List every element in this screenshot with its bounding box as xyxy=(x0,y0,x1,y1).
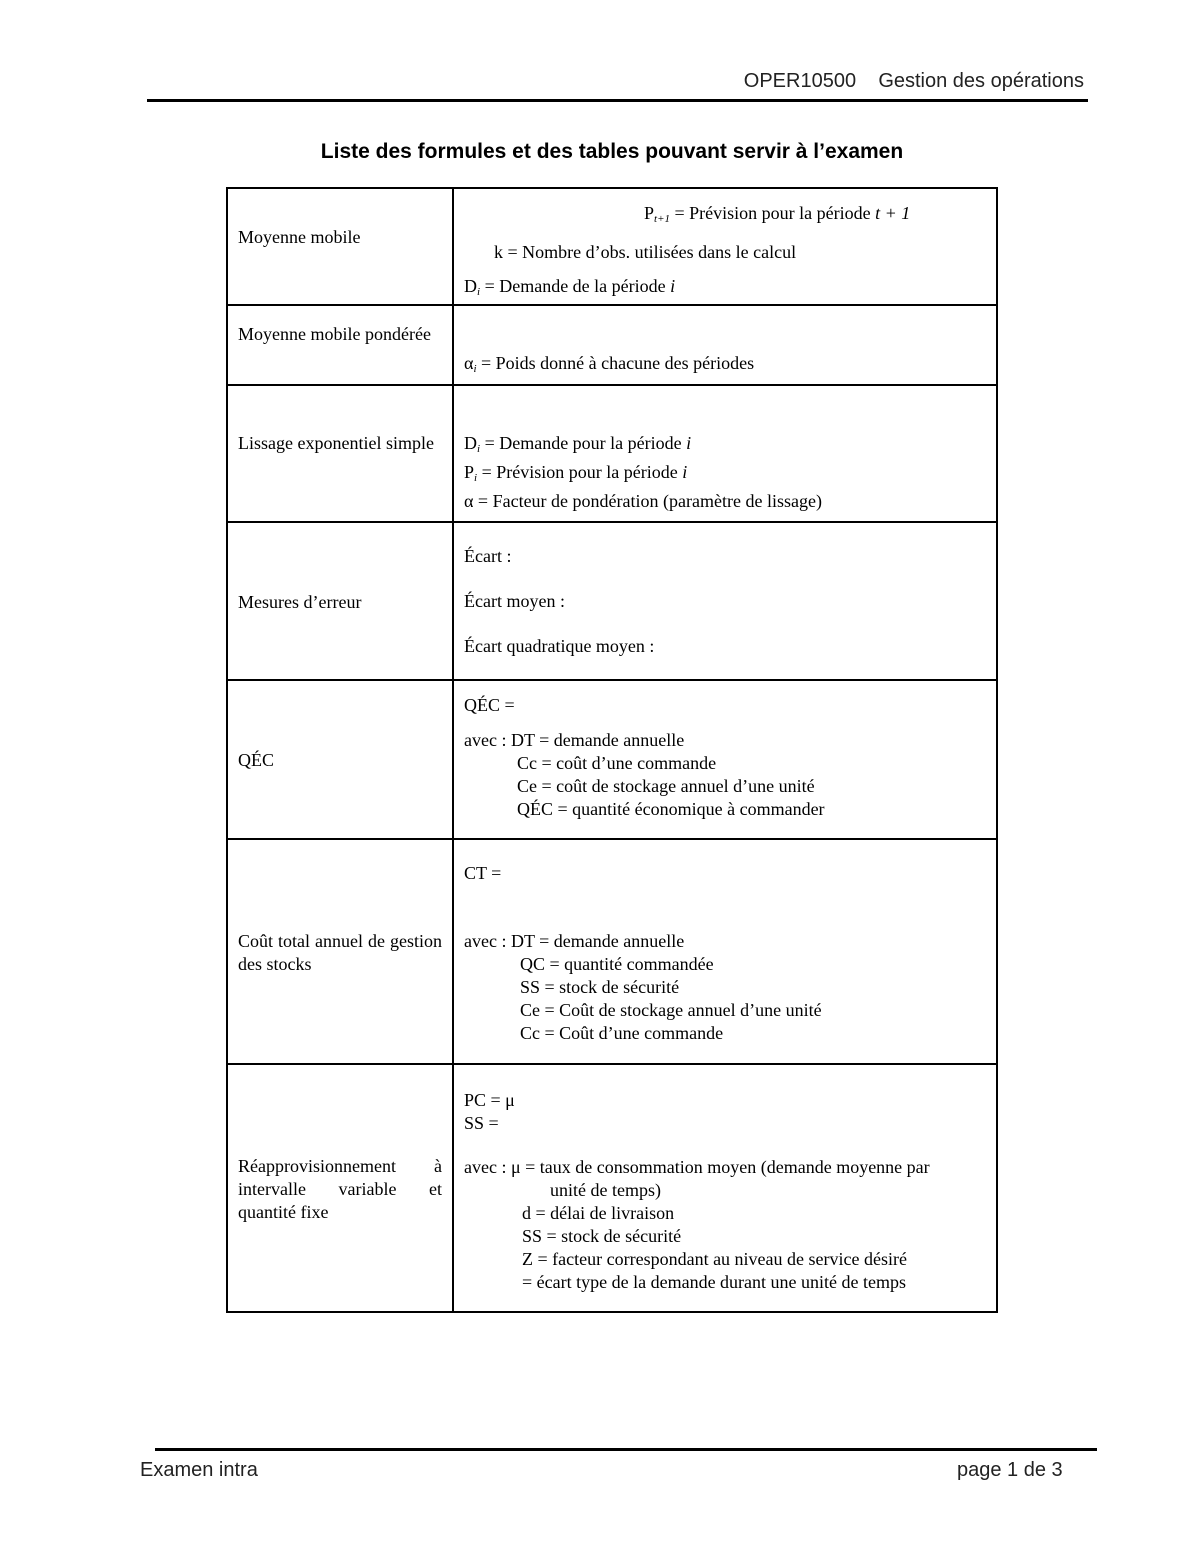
table-row-reapprovisionnement xyxy=(227,1064,997,1312)
label-text: Réapprovisionnement à intervalle variable et quantité fixe xyxy=(238,1156,442,1222)
footer-rule xyxy=(155,1448,1097,1451)
formula-line: α = Facteur de pondération (paramètre de lissage) xyxy=(464,491,822,511)
formula-line: SS = xyxy=(464,1113,499,1133)
label-text: QÉC xyxy=(238,750,274,770)
formula-line: avec : DT = demande annuelle xyxy=(464,730,685,750)
formula-table xyxy=(226,187,998,1313)
formula-line: Écart quadratique moyen : xyxy=(464,636,655,656)
row-label xyxy=(227,1064,453,1312)
footer-exam-label: Examen intra xyxy=(140,1459,258,1481)
label-text: Coût total annuel de gestion des stocks xyxy=(238,931,442,974)
formula-line: d = délai de livraison xyxy=(522,1203,675,1223)
table-row-moyenne-mobile-ponderee xyxy=(227,305,997,385)
row-content xyxy=(453,1064,997,1312)
formula-line: unité de temps) xyxy=(550,1180,661,1200)
row-content xyxy=(453,522,997,680)
row-content xyxy=(453,305,997,385)
formula-line: Cc = Coût d’une commande xyxy=(520,1023,724,1043)
formula-line: Cc = coût d’une commande xyxy=(517,753,717,773)
formula-line: SS = stock de sécurité xyxy=(522,1226,682,1246)
label-text: Moyenne mobile pondérée xyxy=(238,324,431,344)
table-row-lissage-exponentiel xyxy=(227,385,997,522)
label-text: Lissage exponentiel simple xyxy=(238,433,434,453)
formula-line: SS = stock de sécurité xyxy=(520,977,680,997)
document-title: Liste des formules et des tables pouvant servir à l’examen xyxy=(320,140,904,163)
formula-line: Ce = Coût de stockage annuel d’une unité xyxy=(520,1000,822,1020)
header-rule xyxy=(147,99,1088,102)
formula-line: k = Nombre d’obs. utilisées dans le calcul xyxy=(494,242,797,262)
formula-line: $D_i$ = Demande pour la période i xyxy=(464,433,692,455)
row-content xyxy=(453,385,997,522)
formula-line: = écart type de la demande durant une unité de temps xyxy=(522,1272,907,1292)
formula-line: PC = μ xyxy=(464,1090,515,1110)
row-label xyxy=(227,839,453,1064)
formula-line: $P_i$ = Prévision pour la période i xyxy=(464,462,688,484)
row-content xyxy=(453,839,997,1064)
formula-line: QC = quantité commandée xyxy=(520,954,714,974)
formula-line: Écart : xyxy=(464,546,512,566)
formula-line: avec : μ = taux de consommation moyen (demande moyenne par xyxy=(464,1157,930,1177)
row-label xyxy=(227,680,453,839)
table-row-moyenne-mobile xyxy=(227,188,997,305)
formula-line: Z = facteur correspondant au niveau de service désiré xyxy=(522,1249,907,1269)
page-number: page 1 de 3 xyxy=(957,1459,1063,1481)
row-label xyxy=(227,522,453,680)
row-label xyxy=(227,385,453,522)
table-row-mesures-erreur xyxy=(227,522,997,680)
course-name: Gestion des opérations xyxy=(878,70,1084,92)
formula-line: QÉC = xyxy=(464,695,515,715)
page-header xyxy=(744,70,1084,93)
formula-line: Ce = coût de stockage annuel d’une unité xyxy=(517,776,815,796)
course-code: OPER10500 xyxy=(743,70,857,92)
row-content xyxy=(453,188,997,305)
formula-line: QÉC = quantité économique à commander xyxy=(517,799,825,819)
formula-line: Écart moyen : xyxy=(464,591,565,611)
formula-line: CT = xyxy=(464,863,502,883)
label-text: Moyenne mobile xyxy=(238,227,361,247)
formula-line: $\alpha_i$ = Poids donné à chacune des périodes xyxy=(464,353,755,375)
formula-line: $D_i$ = Demande de la période i xyxy=(464,276,676,298)
row-label xyxy=(227,305,453,385)
row-content xyxy=(453,680,997,839)
label-text: Mesures d’erreur xyxy=(238,592,362,612)
formula-line: $P_{t+1}$ = Prévision pour la période t + 1 xyxy=(644,203,911,225)
row-label xyxy=(227,188,453,305)
table-row-cout-total xyxy=(227,839,997,1064)
table-row-qec xyxy=(227,680,997,839)
formula-line: avec : DT = demande annuelle xyxy=(464,931,685,951)
